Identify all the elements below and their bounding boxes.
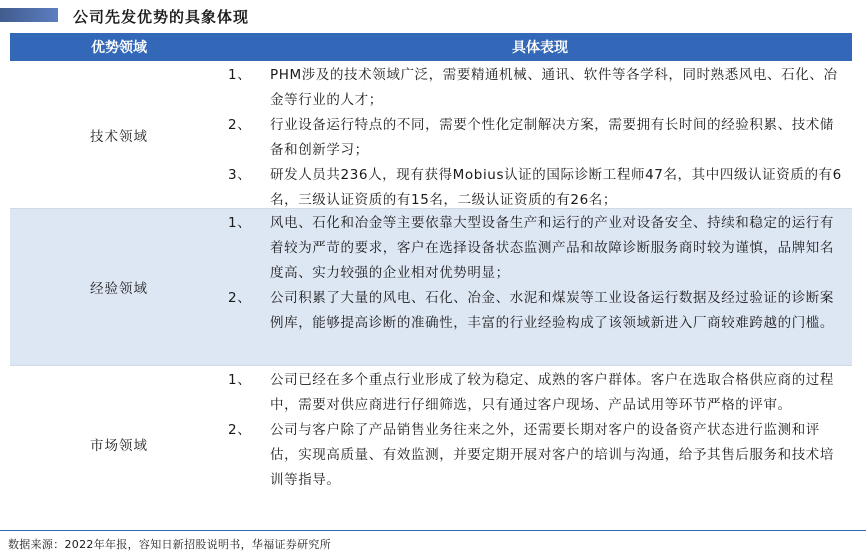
table-row [10, 366, 852, 522]
list-item [228, 63, 842, 113]
table-header [10, 33, 852, 61]
description-cell [228, 366, 852, 522]
item-number: 2、 [228, 290, 252, 306]
item-number: 2、 [228, 422, 252, 438]
list-item [228, 211, 842, 286]
item-number: 2、 [228, 117, 252, 133]
description-cell [228, 61, 852, 208]
item-text: 公司积累了大量的风电、石化、冶金、水泥和煤炭等工业设备运行数据及经过验证的诊断案例库，能够提高诊断的准确性，丰富的行业经验构成了该领域新进入厂商较难跨越的门槛。 [270, 290, 834, 331]
advantage-table [10, 33, 852, 522]
field-label: 技术领域 [90, 128, 148, 145]
table-row [10, 209, 852, 366]
list-item [228, 286, 842, 336]
item-text: 研发人员共236人，现有获得Mobius认证的国际诊断工程师47名，其中四级认证资质的有6名，三级认证资质的有15名，二级认证资质的有26名； [270, 167, 842, 208]
item-number: 1、 [228, 67, 252, 83]
header-description: 具体表现 [512, 40, 568, 56]
table-bottom-rule [0, 530, 866, 531]
title-accent-bar [0, 8, 58, 22]
list-item [228, 418, 842, 493]
description-cell [228, 209, 852, 365]
item-number: 1、 [228, 372, 252, 388]
list-item [228, 163, 842, 213]
page-title: 公司先发优势的具象体现 [73, 8, 250, 26]
item-text: 公司已经在多个重点行业形成了较为稳定、成熟的客户群体。客户在选取合格供应商的过程中，需要对供应商进行仔细筛选，只有通过客户现场、产品试用等环节严格的评审。 [270, 372, 834, 413]
list-item [228, 113, 842, 163]
item-number: 3、 [228, 167, 252, 183]
item-text: 公司与客户除了产品销售业务往来之外，还需要长期对客户的设备资产状态进行监测和评估，实现高质量、有效监测，并要定期开展对客户的培训与沟通，给予其售后服务和技术培训等指导。 [270, 422, 834, 488]
field-label: 市场领域 [90, 438, 148, 454]
item-number: 1、 [228, 215, 252, 231]
list-item [228, 368, 842, 418]
item-text: PHM涉及的技术领域广泛，需要精通机械、通讯、软件等各学科，同时熟悉风电、石化、冶金等行业的人才； [270, 67, 838, 108]
table-row [10, 61, 852, 209]
header-field: 优势领域 [91, 40, 147, 56]
title-bar [0, 0, 866, 30]
item-text: 风电、石化和冶金等主要依靠大型设备生产和运行的产业对设备安全、持续和稳定的运行有着较为严苛的要求，客户在选择设备状态监测产品和故障诊断服务商时较为谨慎，品牌知名度高、实力较强的企业相对优势明显； [270, 215, 834, 281]
item-text: 行业设备运行特点的不同，需要个性化定制解决方案，需要拥有长时间的经验积累、技术储备和创新学习； [270, 117, 834, 158]
field-label: 经验领域 [90, 281, 148, 297]
data-source-note: 数据来源：2022年年报，容知日新招股说明书，华福证券研究所 [8, 538, 331, 551]
